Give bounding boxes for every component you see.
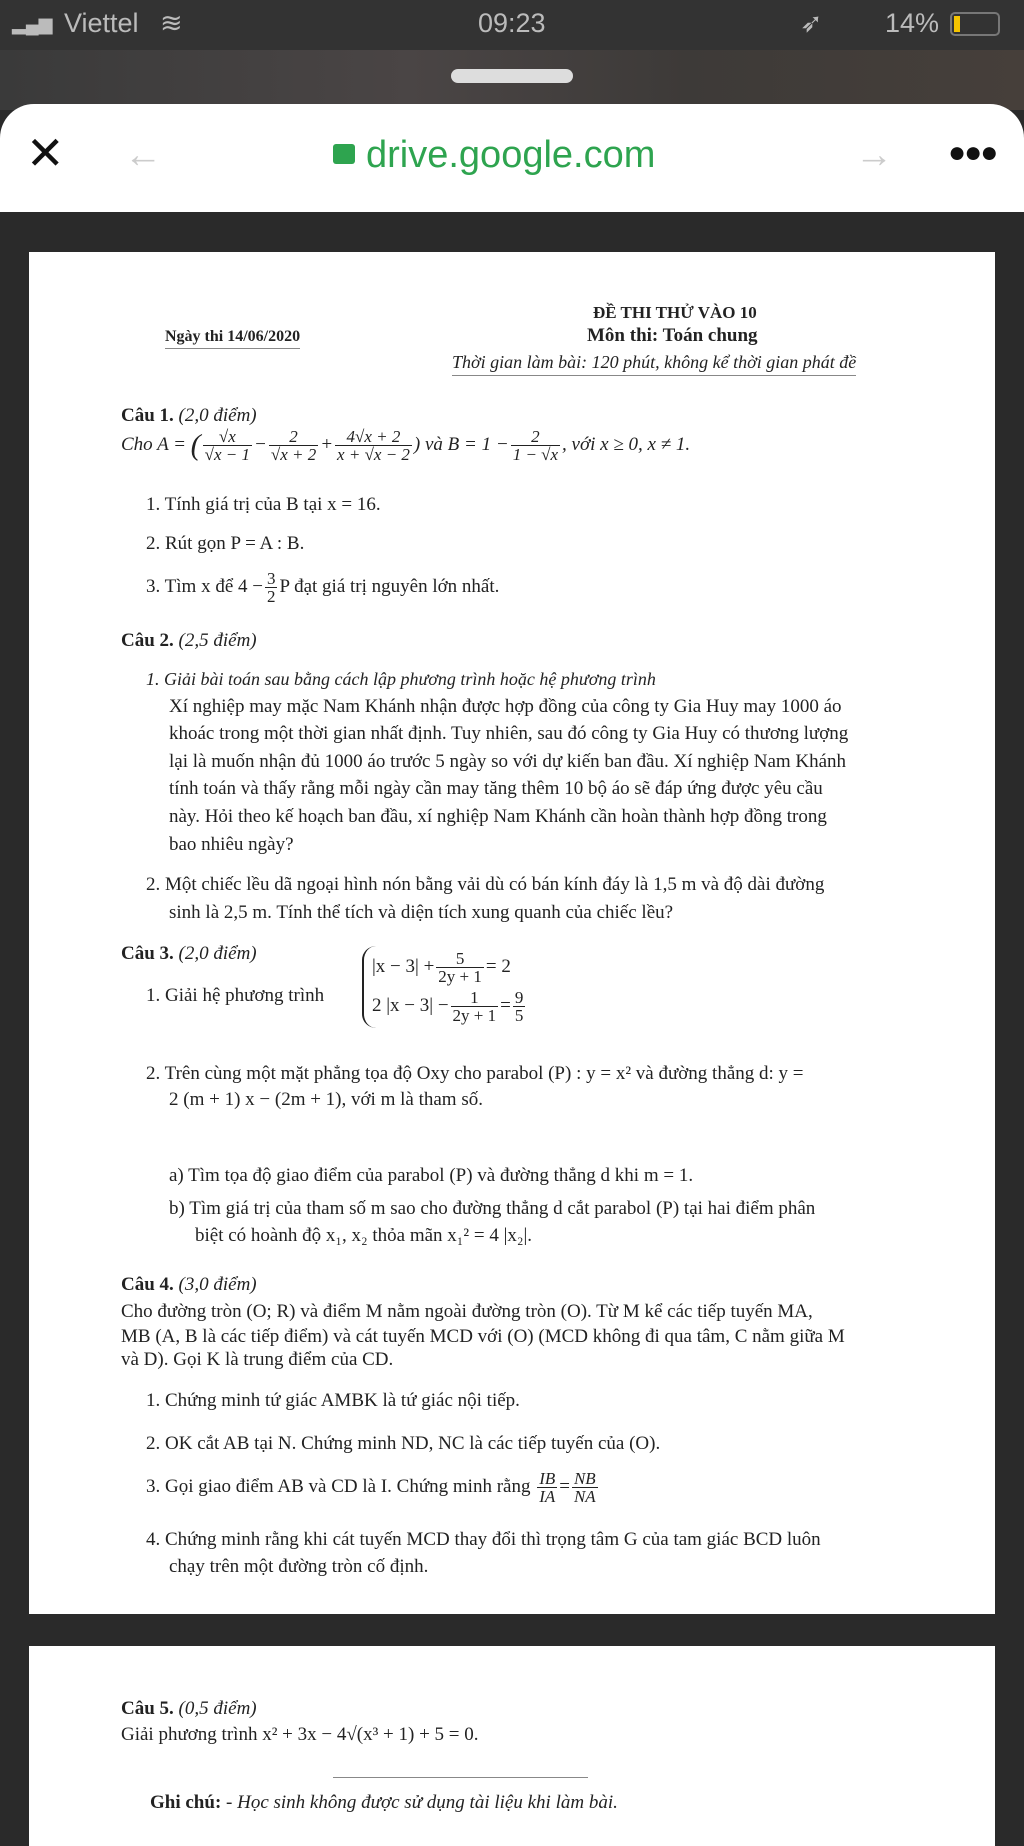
q3-part-b-cont: biệt có hoành độ x₁, x₂ thỏa mãn x₁² = 4 |x₂|. [195, 1225, 533, 1246]
q2-text-line: này. Hỏi theo kế hoạch ban đầu, xí nghiệp Nam Khánh cần hoàn thành hợp đồng trong [169, 806, 827, 827]
drag-handle[interactable] [451, 69, 573, 83]
q2-text-line: tính toán và thấy rằng mỗi ngày cần may tăng thêm 10 bộ áo sẽ đáp ứng được yêu cầu [169, 778, 823, 799]
battery-percent: 14% [885, 8, 940, 38]
q3-item-2-cont: 2 (m + 1) x − (2m + 1), với m là tham số. [169, 1089, 483, 1110]
note: Ghi chú: - Học sinh không được sử dụng tài liệu khi làm bài. [150, 1792, 618, 1813]
q4-item-3: 3. Gọi giao điểm AB và CD là I. Chứng minh rằng $\frac{IB}{IA}$ = $\frac{NB}{NA}$ [146, 1469, 596, 1506]
wifi-icon: ≋ [160, 8, 183, 38]
forward-arrow-icon[interactable]: → [855, 134, 893, 176]
q2-item-2-cont: sinh là 2,5 m. Tính thể tích và diện tích xung quanh của chiếc lều? [169, 902, 674, 923]
q4-item-1: 1. Chứng minh tứ giác AMBK là tứ giác nội tiếp. [146, 1390, 520, 1411]
q3-system: |x − 3| + $\frac{5}{2y + 1}$ = 2 2 |x − 3| − $\frac{1}{2y + 1}$ = $\frac{9}{5}$ [362, 946, 527, 1028]
q3-part-a: a) Tìm tọa độ giao điểm của parabol (P) và đường thẳng d khi m = 1. [169, 1165, 694, 1186]
lock-icon [333, 144, 355, 164]
q1-item-2: 2. Rút gọn P = A : B. [146, 533, 305, 554]
q3-item-1-label: 1. Giải hệ phương trình [146, 985, 325, 1006]
q1-expression: Cho A = ( $\frac{√x}{√x - 1}$ − $\frac{2}{√x + 2}$ + $\frac{4√x + 2}{x + √x - 2}$ ) và B = 1 − $\frac{2}{1 - √x}$ , với x ≥ 0, x ≠ 1. [121, 427, 691, 464]
q2-text-line: Xí nghiệp may mặc Nam Khánh nhận được hợp đồng của công ty Gia Huy may 1000 áo [169, 696, 842, 717]
q1-item-3: 3. Tìm x để 4 − $\frac{3}{2}$ P đạt giá trị nguyên lớn nhất. [146, 569, 500, 606]
browser-bar [0, 104, 1024, 212]
q4-item-2: 2. OK cắt AB tại N. Chứng minh ND, NC là các tiếp tuyến của (O). [146, 1433, 661, 1454]
status-bar [0, 0, 1024, 50]
location-icon: ➶ [800, 8, 823, 38]
q4-text-line: MB (A, B là các tiếp điểm) và cát tuyến MCD với (O) (MCD không đi qua tâm, C nằm giữa M [121, 1326, 845, 1347]
close-icon[interactable]: ✕ [26, 127, 65, 179]
q3-item-2: 2. Trên cùng một mặt phẳng tọa độ Oxy cho parabol (P) : y = x² và đường thẳng d: y = [146, 1063, 804, 1084]
q5-heading: Câu 5. (0,5 điểm) [121, 1698, 257, 1719]
q4-item-4: 4. Chứng minh rằng khi cát tuyến MCD thay đổi thì trọng tâm G của tam giác BCD luôn [146, 1529, 821, 1550]
q2-heading: Câu 2. (2,5 điểm) [121, 630, 257, 651]
exam-subject: Môn thi: Toán chung [587, 325, 758, 346]
q2-text-line: lại là muốn nhận đủ 1000 áo trước 5 ngày so với dự kiến ban đầu. Xí nghiệp Nam Khánh [169, 751, 847, 772]
q4-item-4-cont: chạy trên một đường tròn cố định. [169, 1556, 429, 1577]
carrier: Viettel [64, 8, 139, 38]
q1-heading: Câu 1. (2,0 điểm) [121, 405, 257, 426]
q4-text-line: Cho đường tròn (O; R) và điểm M nằm ngoài đường tròn (O). Từ M kể các tiếp tuyến MA, [121, 1301, 813, 1322]
back-arrow-icon[interactable]: ← [124, 134, 162, 176]
clock: 09:23 [478, 8, 546, 38]
q3-heading: Câu 3. (2,0 điểm) [121, 943, 257, 964]
url[interactable]: drive.google.com [366, 134, 656, 176]
more-icon[interactable]: ●●● [948, 136, 997, 169]
q4-heading: Câu 4. (3,0 điểm) [121, 1274, 257, 1295]
q2-text-line: bao nhiêu ngày? [169, 834, 294, 855]
q1-item-1: 1. Tính giá trị của B tại x = 16. [146, 494, 381, 515]
q5-equation: Giải phương trình x² + 3x − 4√(x³ + 1) + 5 = 0. [121, 1724, 479, 1745]
signal-icon: ▂▄▆ [12, 14, 53, 34]
q2-text-line: khoác trong một thời gian nhất định. Tuy nhiên, sau đó công ty Gia Huy có thương lượng [169, 723, 849, 744]
divider [333, 1777, 588, 1778]
exam-title: ĐỀ THI THỬ VÀO 10 [593, 303, 757, 322]
q2-item-1: 1. Giải bài toán sau bằng cách lập phương trình hoặc hệ phương trình [146, 669, 656, 689]
exam-time: Thời gian làm bài: 120 phút, không kể thời gian phát đề [452, 353, 856, 376]
document-page-2 [29, 1646, 995, 1846]
exam-date: Ngày thi 14/06/2020 [165, 329, 300, 349]
q4-text-line: và D). Gọi K là trung điểm của CD. [121, 1349, 394, 1370]
q3-part-b: b) Tìm giá trị của tham số m sao cho đường thẳng d cắt parabol (P) tại hai điểm phân [169, 1198, 816, 1219]
battery-icon [950, 12, 1000, 36]
q2-item-2: 2. Một chiếc lều dã ngoại hình nón bằng vải dù có bán kính đáy là 1,5 m và độ dài đường [146, 874, 825, 895]
